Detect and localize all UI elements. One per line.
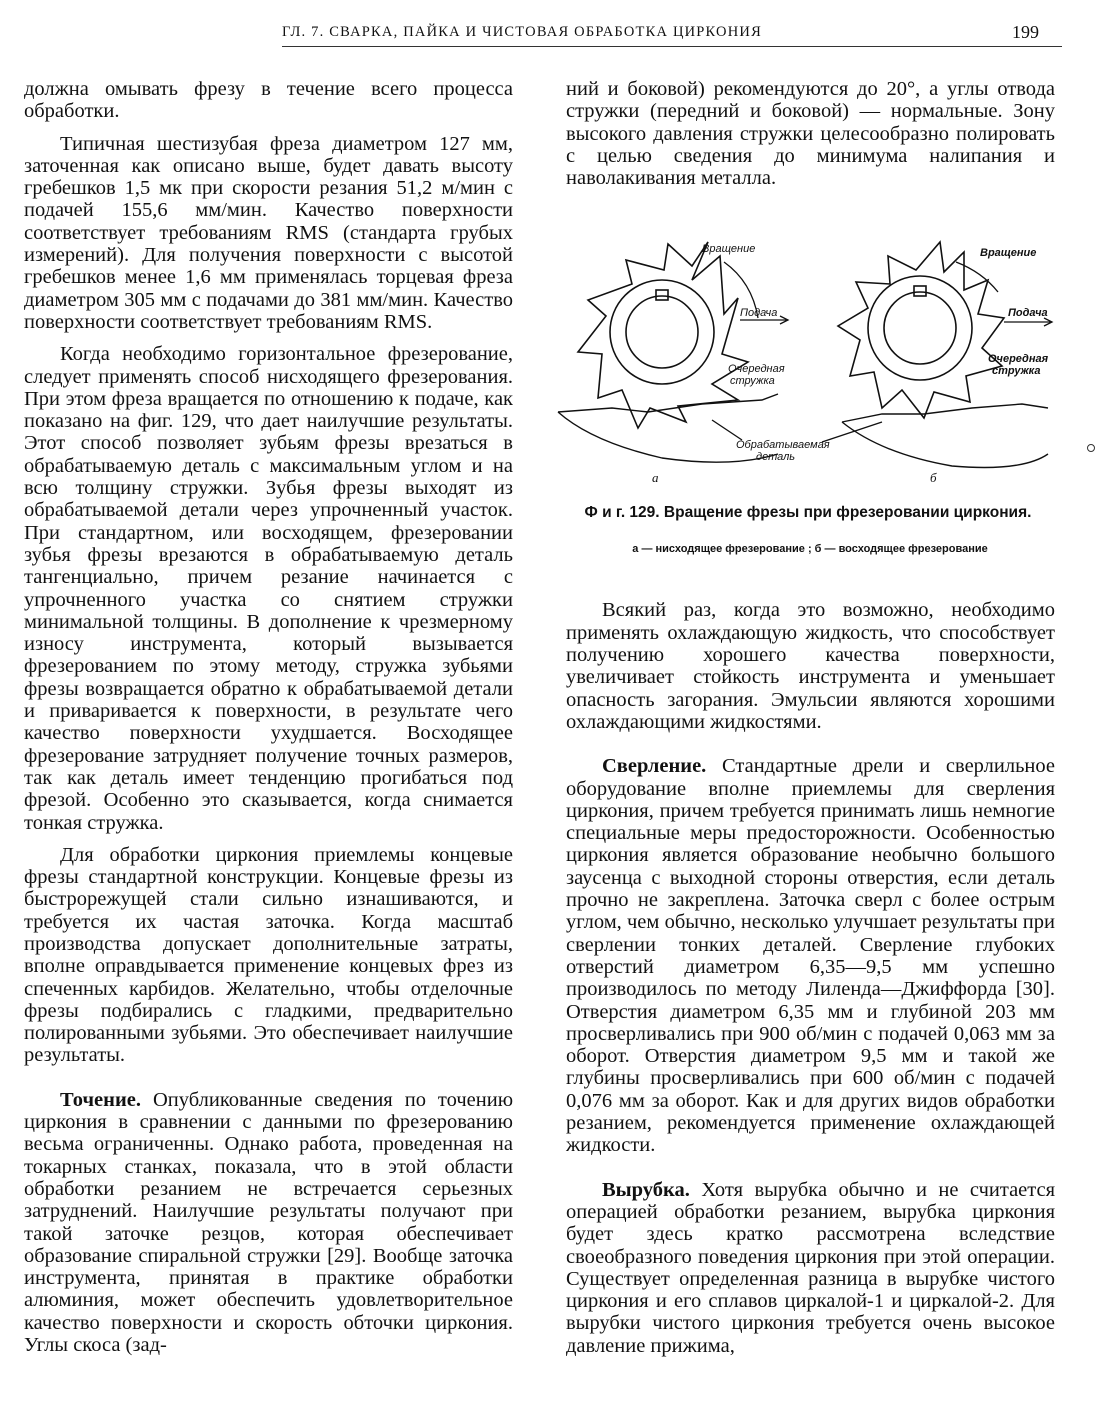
workpiece-a-bottom [558,412,778,462]
figure-caption: Ф и г. 129. Вращение фрезы при фрезеровании циркония. [584,504,1032,521]
cutter-b-keyway [914,286,926,296]
chiseling-text: Хотя вырубка обычно и не считается операцией обработки резанием, вырубка циркония будет здесь кратко рассмотрена вследствие своеобразного поведения циркония при этой операции. Существует определенная разница в вырубке чистого циркония и его сплавов циркалой-1 и циркалой-2. Для вырубки чистого циркония требуется очень высокое давление прижима, [566,1178,1056,1357]
label-feed-a: Подача [740,307,778,319]
page-number: 199 [1012,22,1039,42]
section-drilling [566,755,1055,1156]
header-rule [282,46,1062,47]
paragraph-climb-milling: Когда необходимо горизонтальное фрезерование, следует применять способ нисходящего фрезерования. При этом фреза вращается по отношению к подаче, как показано на фиг. 129, что дает наилучшие результаты. Этот способ позволяет зубьям фрезы врезаться в обрабатываемую деталь с максимальным углом и на всю толщину стружки. Зубья фрезы выходят из обрабатываемой детали через упрочненный участок. При стандартном, или восходящем, фрезеровании зубья фрезы врезаются в обрабатываемую деталь тангенциально, причем резание начинается с упрочненного участка со снятием стружки минимальной толщины. В дополнение к чрезмерному износу инструмента, который вызывается фрезерованием по этому методу, стружка зубьями фрезы возвращается обратно к обрабатываемой детали и приваривается к поверхности, в результате чего качество поверхности ухудшается. Восходящее фрезерование затрудняет получение точных размеров, так как деталь имеет тенденцию прогибаться под фрезой. Особенно это сказывается, когда снимается тонкая стружка. [24,343,513,834]
milling-diagram [552,222,1062,502]
paragraph-angles: ний и боковой) рекомендуются до 20°, а углы отвода стружки (передний и боковой) — нормальные. Зону высокого давления стружки целесообразно полировать с целью сведения до минимума налипания и наволакивания металла. [566,78,1055,190]
left-column [24,78,513,1356]
cutter-a [578,242,748,428]
cutter-b [838,242,1004,418]
paragraph-end-mills: Для обработки циркония приемлемы концевые фрезы стандартной конструкции. Концевые фрезы из быстрорежущей стали сильно изнашиваются, и требуется их частая заточка. Когда масштаб производства допускает дополнительные затраты, вполне оправдывается применение концевых фрез из спеченных карбидов. Желательно, чтобы отделочные фрезы подбирались с гладкими, предварительно полированными зубьями. Это обеспечивает наилучшие результаты. [24,843,513,1067]
paragraph-six-tooth-cutter: Типичная шестизубая фреза диаметром 127 мм, заточенная как описано выше, будет давать высоту гребешков 1,5 мк при скорости резания 51,2 м/мин с подачей 155,6 мм/мин. Качество поверхности соответствует требованиям RMS (стандарта грубых измерений). Для получения поверхности с высотой гребешков менее 1,6 мм применялась торцевая фреза диаметром 305 мм с подачами до 381 мм/мин. Качество поверхности соответствует требованиям RMS. [24,132,513,333]
label-rotation-a: Вращение [702,243,756,255]
label-chip-a-2: стружка [730,375,775,387]
heading-turning: Точение. [60,1088,141,1111]
workpiece [558,394,1048,468]
label-chip-b-2: стружка [992,365,1041,377]
arrows [712,262,1052,442]
label-rotation-b: Вращение [980,247,1037,259]
section-chiseling [566,1179,1055,1357]
section-turning [24,1089,513,1357]
workpiece-b-bottom [842,422,1048,468]
paragraph-coolant: Всякий раз, когда это возможно, необходимо применять охлаждающую жидкость, что способствует получению хорошего качества поверхности, увеличивает стойкость инструмента и уменьшает опасность загорания. Эмульсии являются хорошими охлаждающими жидкостями. [566,599,1055,733]
paragraph-continued: должна омывать фрезу в течение всего процесса обработки. [24,78,513,123]
turning-text: Опубликованные сведения по точению циркония в сравнении с данными по фрезерованию весьма ограниченны. Однако работа, проведенная на токарных станках, показала, что в этой области обработки резанием не встречается серьезных затруднений. Наилучшие результаты получают при такой заточке резцов, которая обеспечивает образование спиральной стружки [29]. Вообще заточка инструмента, принятая в практике обработки алюминия, может обеспечить удовлетворительное качество поверхности и скорость обточки циркония. Углы скоса (зад- [24,1088,514,1357]
heading-chiseling: Вырубка. [602,1178,690,1201]
label-workpiece-2: деталь [756,451,796,463]
label-sub-b: б [930,470,937,485]
label-sub-a: а [652,470,659,485]
label-workpiece-1: Обрабатываемая [736,439,830,451]
workpiece-a [558,394,778,412]
running-head [0,14,1098,54]
label-chip-a-1: Очередная [728,363,785,375]
workpiece-b [842,404,1048,422]
cutter-a-keyway [656,290,668,300]
cutter-b-teeth [838,242,1004,418]
cutter-b-bore [884,292,956,364]
figure-legend: а — нисходящее фрезерование ; б — восходящее фрезерование [632,543,988,555]
heading-drilling: Сверление. [602,755,707,778]
label-feed-b: Подача [1008,307,1048,319]
chapter-title: ГЛ. 7. СВАРКА, ПАЙКА И ЧИСТОВАЯ ОБРАБОТКА ЦИРКОНИЯ [282,24,762,40]
drilling-text: Стандартные дрели и сверлильное оборудование вполне приемлемы для сверления циркония, причем требуется принимать лишь немногие специальные меры предосторожности. Особенностью циркония является образование необычно большого заусенца с выходной стороны отверстия, если деталь прочно не закреплена. Заточка сверл с более острым углом, чем обычно, несколько улучшает результаты при сверлении тонких деталей. Сверление глубоких отверстий диаметром 6,35—9,5 мм успешно производилось по методу Лиленда—Джиффорда [30]. Отверстия диаметром 6,35 мм и глубиной 203 мм просверливались при 900 об/мин с подачей 0,063 мм за оборот. Отверстия диаметром 9,5 мм и такой же глубины просверливались при 600 об/мин с подачей 0,076 мм за оборот. Как и для других видов обработки резанием, рекомендуется применение охлаждающей жидкости. [566,755,1056,1157]
cutter-a-bore [626,296,698,368]
rotation-arrow-b [956,262,998,292]
leader-workpiece-a [712,420,742,440]
cutter-a-teeth [578,242,748,428]
leader-workpiece-b [822,422,882,442]
label-chip-b-1: Очередная [988,353,1049,365]
margin-mark [1087,444,1095,452]
